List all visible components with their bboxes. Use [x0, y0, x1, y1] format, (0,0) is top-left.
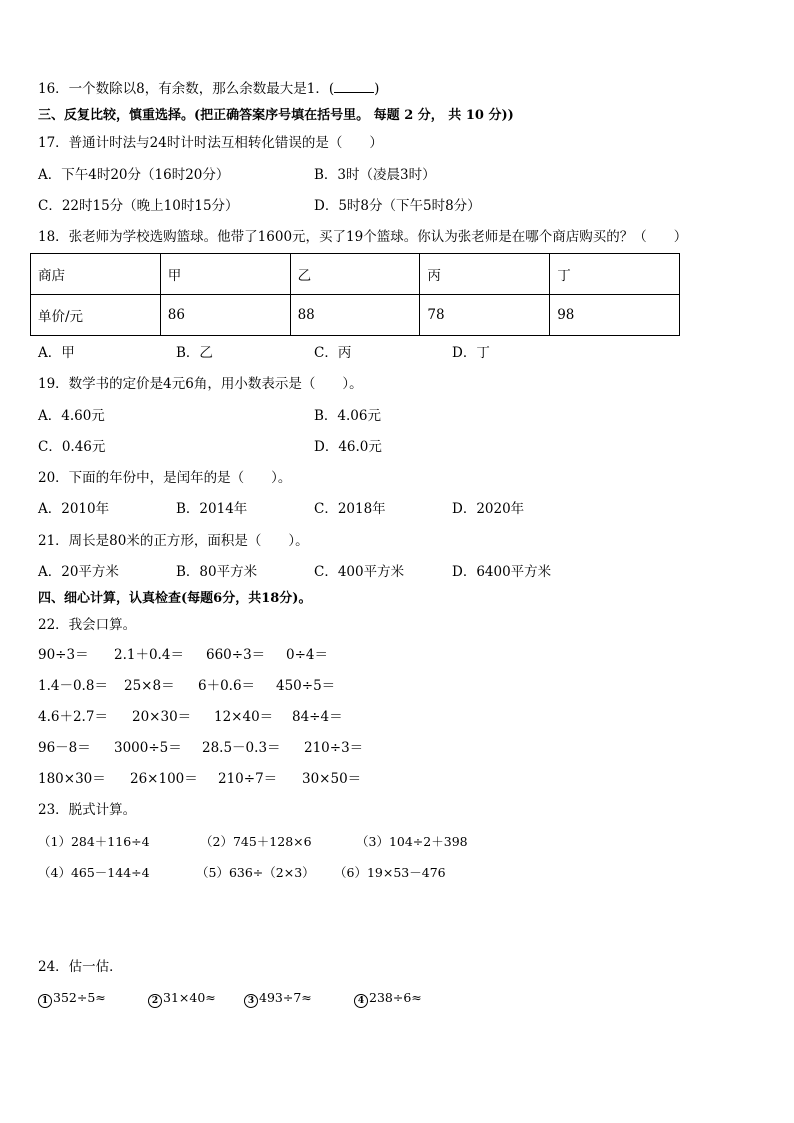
calc-item: 26×100＝: [130, 771, 198, 787]
table-cell: 商店: [31, 254, 161, 295]
table-header-row: [31, 254, 680, 295]
question-16-text: 16．一个数除以8，有余数，那么余数最大是1．(: [38, 81, 335, 97]
estimate-expr: 493÷7≈: [259, 990, 312, 1005]
question-19-stem: 19．数学书的定价是4元6角，用小数表示是（ ）。: [38, 376, 363, 392]
calc-item: 96－8＝: [38, 740, 91, 756]
calc-item: 30×50＝: [302, 771, 362, 787]
section-4-heading: 四、细心计算，认真检查(每题6分，共18分)。: [38, 591, 312, 606]
calc-item: 4.6＋2.7＝: [38, 709, 108, 725]
estimate-item-4: [354, 989, 422, 1008]
option-c[interactable]: C．2018年: [314, 501, 386, 517]
circled-number: 1: [38, 994, 52, 1008]
calc-item: 1.4－0.8＝: [38, 678, 108, 694]
circled-number: 2: [148, 994, 162, 1008]
question-22-stem: 22．我会口算。: [38, 617, 137, 633]
calc-item: 90÷3＝: [38, 647, 89, 663]
calc-item: 28.5－0.3＝: [202, 740, 281, 756]
option-d[interactable]: D．5时8分（下午5时8分）: [314, 198, 481, 214]
option-a[interactable]: A．2010年: [38, 501, 110, 517]
option-a[interactable]: A．20平方米: [38, 564, 119, 580]
calc-item: （1）284＋116÷4: [38, 834, 150, 849]
price-table: [30, 253, 680, 336]
option-c[interactable]: C．22时15分（晚上10时15分）: [38, 198, 239, 214]
estimate-item-3: [244, 989, 312, 1008]
calc-item: 3000÷5＝: [114, 740, 182, 756]
calc-item: （3）104÷2＋398: [356, 834, 468, 849]
table-row: [31, 295, 680, 336]
question-17-stem: 17．普通计时法与24时计时法互相转化错误的是（ ）: [38, 135, 383, 151]
option-b[interactable]: B．乙: [176, 345, 213, 361]
estimate-expr: 352÷5≈: [53, 990, 106, 1005]
table-cell: 98: [550, 295, 680, 336]
estimate-expr: 31×40≈: [163, 990, 216, 1005]
question-16: [38, 80, 379, 98]
option-a[interactable]: A．4.60元: [38, 408, 105, 424]
calc-item: 210÷7＝: [218, 771, 278, 787]
question-18-stem: 18．张老师为学校选购篮球。他带了1600元，买了19个篮球。你认为张老师是在哪个商店购买的？（ ）: [38, 229, 688, 245]
calc-item: 12×40＝: [214, 709, 274, 725]
section-3-heading: 三、反复比较，慎重选择。(把正确答案序号填在括号里。 每题 2 分， 共 10 分)): [38, 108, 514, 123]
estimate-item-2: [148, 989, 216, 1008]
question-20-stem: 20．下面的年份中，是闰年的是（ ）。: [38, 470, 292, 486]
option-c[interactable]: C．0.46元: [38, 439, 106, 455]
calc-item: 0÷4＝: [286, 647, 328, 663]
question-21-stem: 21．周长是80米的正方形，面积是（ ）。: [38, 533, 309, 549]
table-cell: 丙: [420, 254, 550, 295]
calc-item: 20×30＝: [132, 709, 192, 725]
estimate-expr: 238÷6≈: [369, 990, 422, 1005]
calc-item: 210÷3＝: [304, 740, 364, 756]
calc-item: 2.1＋0.4＝: [114, 647, 184, 663]
answer-blank[interactable]: [334, 80, 374, 93]
option-b[interactable]: B．80平方米: [176, 564, 258, 580]
option-d[interactable]: D．6400平方米: [452, 564, 552, 580]
option-a[interactable]: A．甲: [38, 345, 75, 361]
option-d[interactable]: D．2020年: [452, 501, 525, 517]
question-16-tail: ): [374, 81, 380, 97]
option-a[interactable]: A．下午4时20分（16时20分）: [38, 167, 230, 183]
estimate-item-1: [38, 989, 106, 1008]
calc-item: 660÷3＝: [206, 647, 266, 663]
option-b[interactable]: B．2014年: [176, 501, 248, 517]
calc-item: 450÷5＝: [276, 678, 336, 694]
table-cell: 88: [290, 295, 420, 336]
calc-item: 6＋0.6＝: [198, 678, 256, 694]
calc-item: （6）19×53－476: [334, 865, 446, 880]
circled-number: 3: [244, 994, 258, 1008]
table-cell: 78: [420, 295, 550, 336]
calc-item: 25×8＝: [124, 678, 175, 694]
calc-item: 180×30＝: [38, 771, 106, 787]
option-b[interactable]: B．3时（凌晨3时）: [314, 167, 436, 183]
table-cell: 甲: [160, 254, 290, 295]
table-cell: 乙: [290, 254, 420, 295]
question-23-stem: 23．脱式计算。: [38, 802, 137, 818]
calc-item: （5）636÷（2×3）: [196, 865, 315, 880]
table-cell: 单价/元: [31, 295, 161, 336]
calc-item: （4）465－144÷4: [38, 865, 150, 880]
calc-item: （2）745＋128×6: [200, 834, 312, 849]
circled-number: 4: [354, 994, 368, 1008]
table-cell: 86: [160, 295, 290, 336]
option-d[interactable]: D．46.0元: [314, 439, 382, 455]
calc-item: 84÷4＝: [292, 709, 343, 725]
option-c[interactable]: C．丙: [314, 345, 352, 361]
option-b[interactable]: B．4.06元: [314, 408, 381, 424]
option-c[interactable]: C．400平方米: [314, 564, 405, 580]
option-d[interactable]: D．丁: [452, 345, 490, 361]
question-24-stem: 24．估一估．: [38, 959, 123, 975]
table-cell: 丁: [550, 254, 680, 295]
